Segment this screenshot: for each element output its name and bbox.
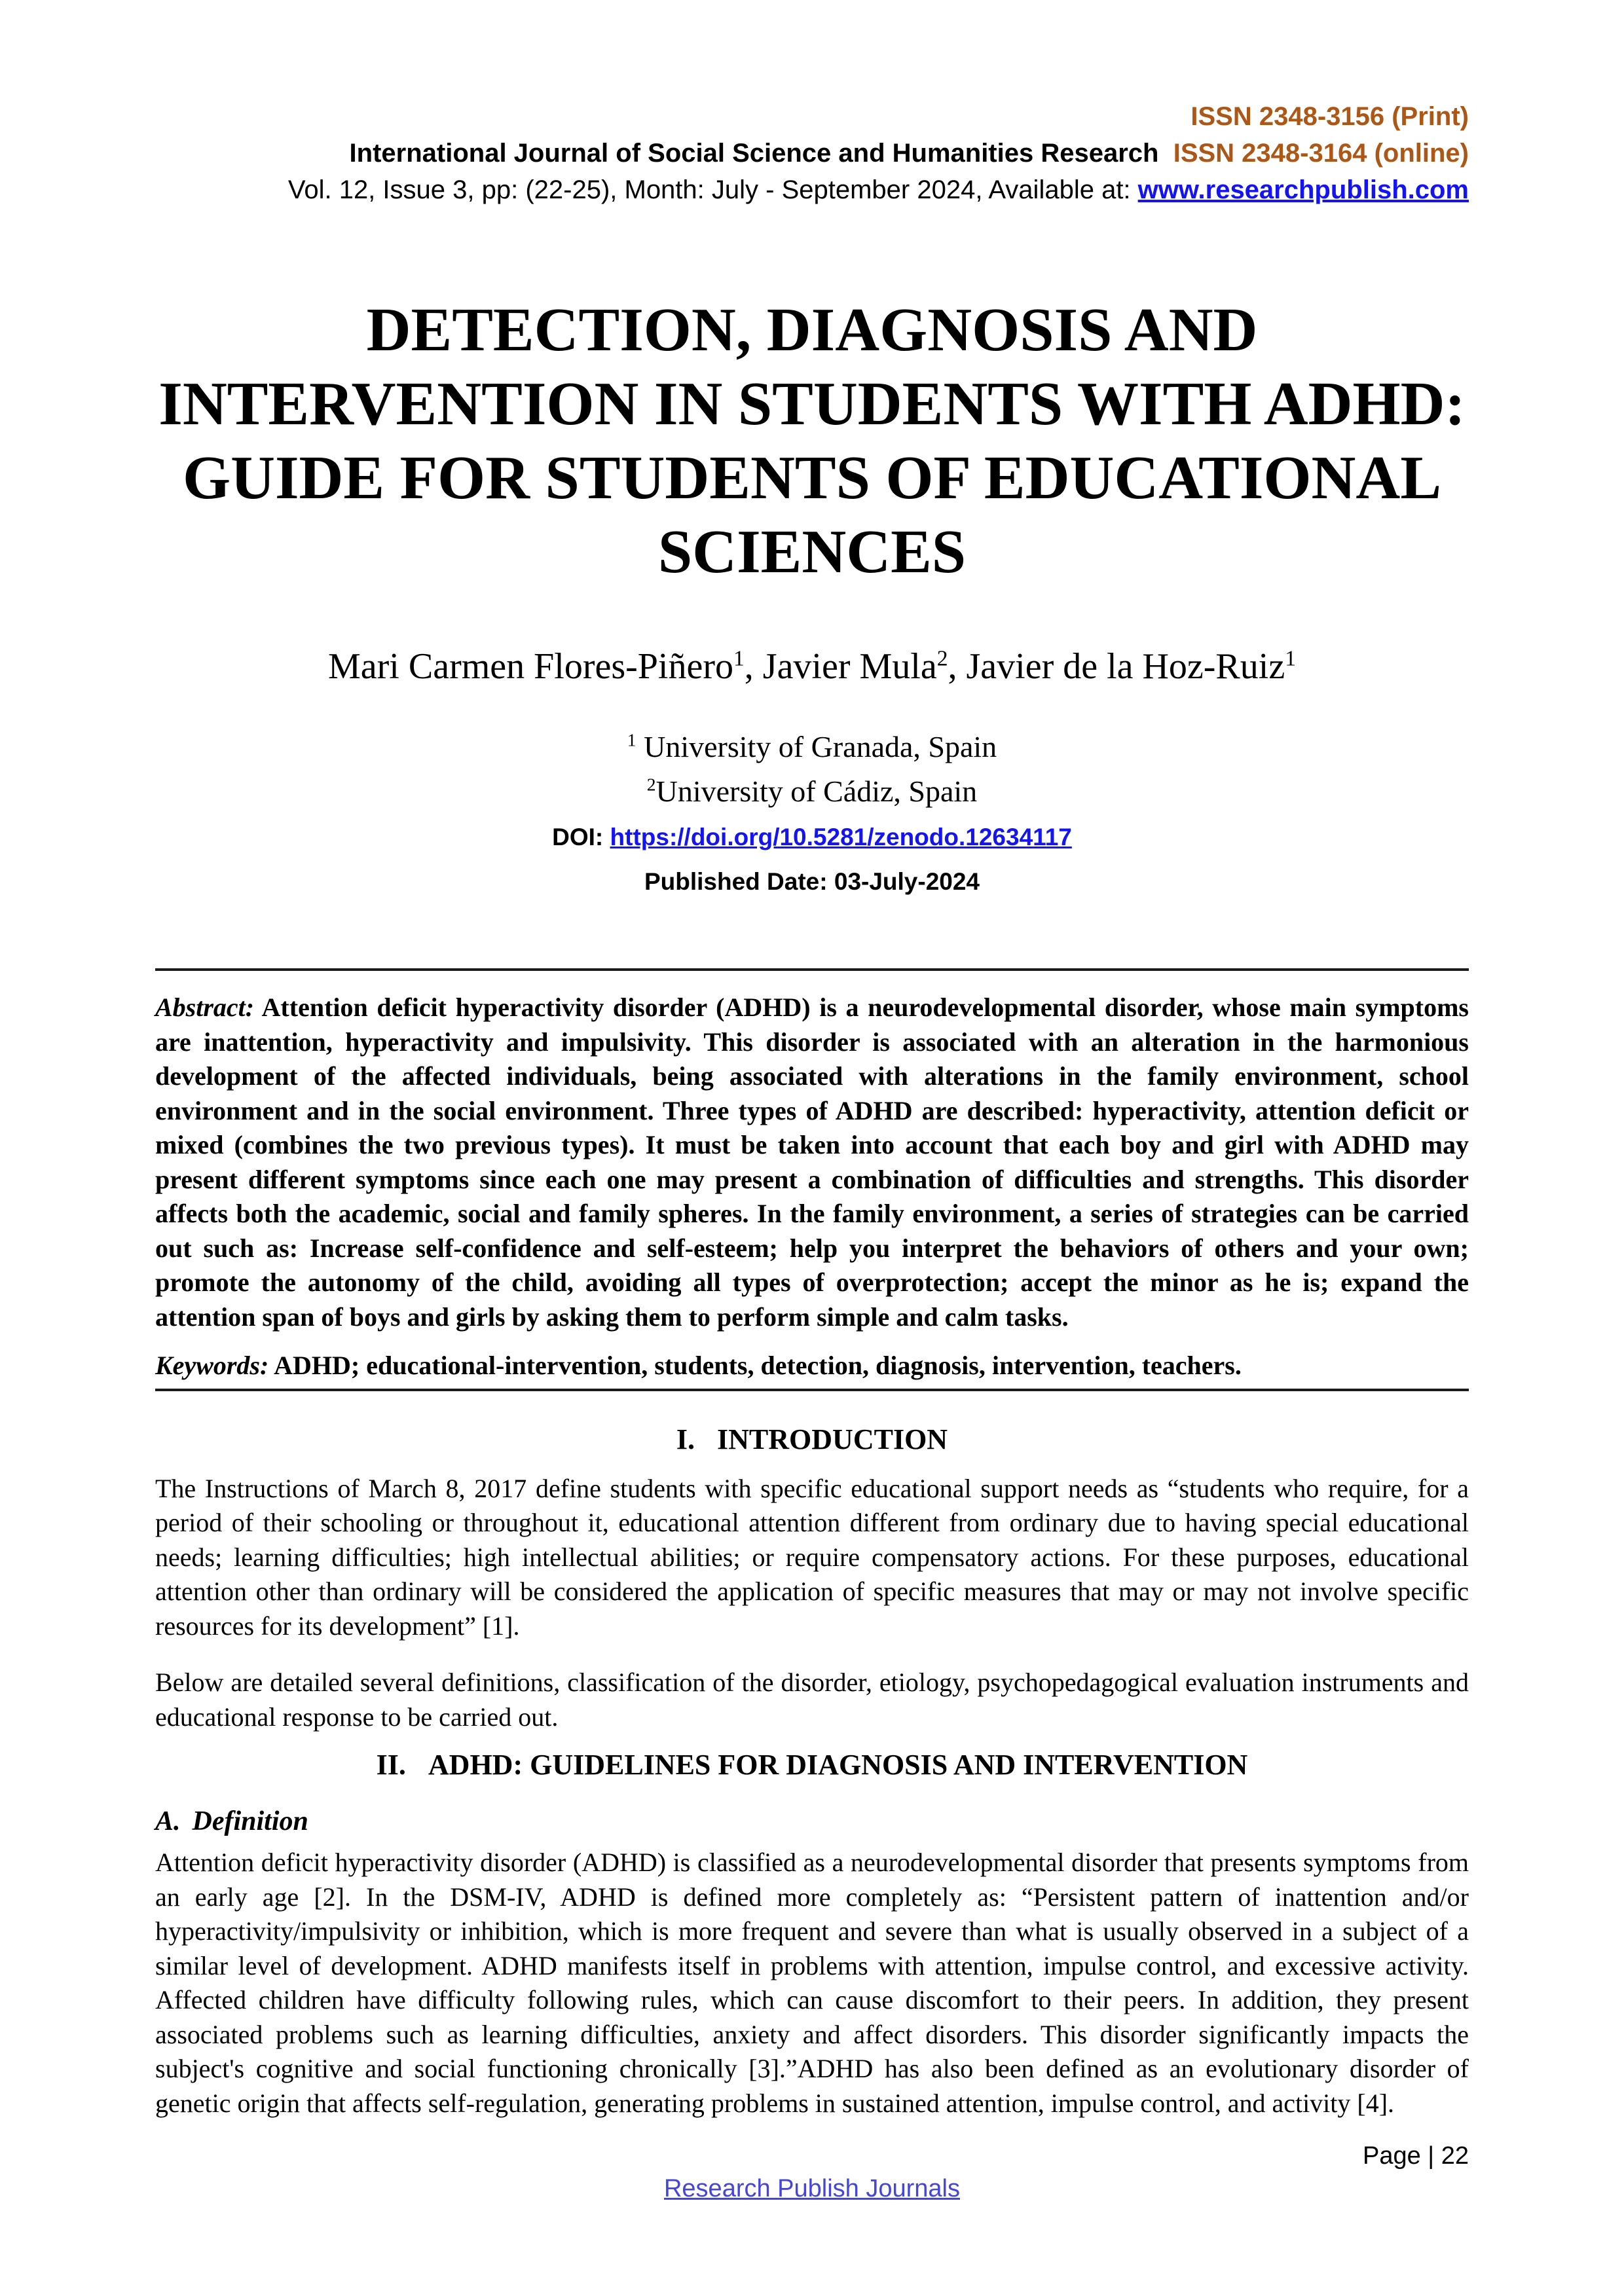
journal-header	[155, 98, 1469, 208]
abstract-paragraph	[155, 991, 1469, 1334]
author-sup-3: 1	[1285, 646, 1296, 671]
issn-print-label: ISSN 2348-3156 (Print)	[1190, 102, 1469, 131]
author-sup-1: 1	[733, 646, 745, 671]
page-number: Page | 22	[1362, 2142, 1469, 2170]
footer	[0, 2175, 1624, 2203]
journal-name: International Journal of Social Science and Humanities Research	[349, 139, 1159, 168]
author-name-1: Mari Carmen Flores-Piñero	[328, 646, 733, 687]
section-number: II.	[376, 1749, 406, 1781]
affiliation-2-text: University of Cádiz, Spain	[655, 774, 978, 808]
affiliation-2	[155, 771, 1469, 812]
volume-info-line	[155, 172, 1469, 208]
footer-publisher-link[interactable]: Research Publish Journals	[663, 2175, 960, 2202]
section-number: I.	[676, 1423, 695, 1455]
affiliation-1	[155, 727, 1469, 767]
subsection-title: Definition	[192, 1806, 308, 1836]
keywords-label: Keywords:	[155, 1351, 269, 1380]
definition-paragraph: Attention deficit hyperactivity disorder (ADHD) is classified as a neurodevelopmental disorder that presents symptoms from an early age [2]. In the DSM-IV, ADHD is defined more completely as: “Persistent pattern of inattention and/or hyperactivity/impulsivity or inhibition, which is more frequent and severe than what is usually observed in a subject of a similar level of development. ADHD manifests itself in problems with attention, impulse control, and excessive activity. Affected children have difficulty following rules, which can cause discomfort to their peers. In addition, they present associated problems such as learning difficulties, anxiety and affect disorders. This disorder significantly impacts the subject's cognitive and social functioning chronically [3].”ADHD has also been defined as an evolutionary disorder of genetic origin that affects self-regulation, generating problems in sustained attention, impulse control, and activity [4].	[155, 1848, 1469, 2118]
doi-line	[155, 817, 1469, 858]
doi-label: DOI:	[552, 824, 610, 850]
author-name-3: Javier de la Hoz-Ruiz	[966, 646, 1285, 687]
doi-link[interactable]: https://doi.org/10.5281/zenodo.12634117	[610, 824, 1072, 850]
keywords-text: ADHD; educational-intervention, students, detection, diagnosis, intervention, teachers.	[274, 1351, 1242, 1380]
section-heading-adhd-guidelines	[155, 1746, 1469, 1784]
subsection-heading-definition	[155, 1803, 1469, 1840]
divider-top	[155, 968, 1469, 971]
page-content	[155, 0, 1469, 2121]
affiliation-2-sup: 2	[646, 774, 656, 795]
author-name-2: Javier Mula	[762, 646, 937, 687]
section-title: ADHD: GUIDELINES FOR DIAGNOSIS AND INTERVENTION	[428, 1749, 1248, 1781]
divider-bottom	[155, 1389, 1469, 1391]
authors-line	[155, 643, 1469, 690]
volume-info: Vol. 12, Issue 3, pp: (22-25), Month: July - September 2024, Available at:	[287, 175, 1138, 204]
author-sup-2: 2	[936, 646, 948, 671]
subsection-letter: A.	[155, 1806, 181, 1836]
abstract-text: Attention deficit hyperactivity disorder (ADHD) is a neurodevelopmental disorder, whose main symptoms are inattention, hyperactivity and impulsivity. This disorder is associated with an alteration in the harmonious development of the affected individuals, being associated with alterations in the family environment, school environment and in the social environment. Three types of ADHD are described: hyperactivity, attention deficit or mixed (combines the two previous types). It must be taken into account that each boy and girl with ADHD may present different symptoms since each one may present a combination of difficulties and strengths. This disorder affects both the academic, social and family spheres. In the family environment, a series of strategies can be carried out such as: Increase self-confidence and self-esteem; help you interpret the behaviors of others and your own; promote the autonomy of the child, avoiding all types of overprotection; accept the minor as he is; expand the attention span of boys and girls by asking them to perform simple and calm tasks.	[155, 993, 1469, 1332]
journal-website-link[interactable]: www.researchpublish.com	[1137, 175, 1469, 204]
intro-paragraph-1: The Instructions of March 8, 2017 define students with specific educational support needs as “students who require, for a period of their schooling or throughout it, educational attention different from ordinary due to having special educational needs; learning difficulties; high intellectual abilities; or require compensatory actions. For these purposes, educational attention other than ordinary will be considered the application of specific measures that may or may not involve specific resources for its development” [1].	[155, 1473, 1469, 1641]
author-separator: ,	[744, 646, 763, 687]
author-separator: ,	[948, 646, 967, 687]
paper-title: DETECTION, DIAGNOSIS AND INTERVENTION IN STUDENTS WITH ADHD: GUIDE FOR STUDENTS OF EDUCATIONAL SCIENCES	[158, 296, 1466, 586]
keywords-line	[155, 1349, 1469, 1383]
journal-name-line	[155, 135, 1469, 172]
section-title: INTRODUCTION	[717, 1423, 948, 1455]
issn-online-label: ISSN 2348-3164 (online)	[1173, 139, 1469, 168]
published-date: Published Date: 03-July-2024	[644, 868, 980, 895]
intro-paragraph-2: Below are detailed several definitions, classification of the disorder, etiology, psychopedagogical evaluation instruments and educational response to be carried out.	[155, 1667, 1469, 1732]
affiliation-1-sup: 1	[627, 729, 637, 750]
affiliation-1-text: University of Granada, Spain	[636, 730, 997, 763]
abstract-label: Abstract:	[155, 993, 255, 1022]
section-heading-introduction	[155, 1421, 1469, 1459]
